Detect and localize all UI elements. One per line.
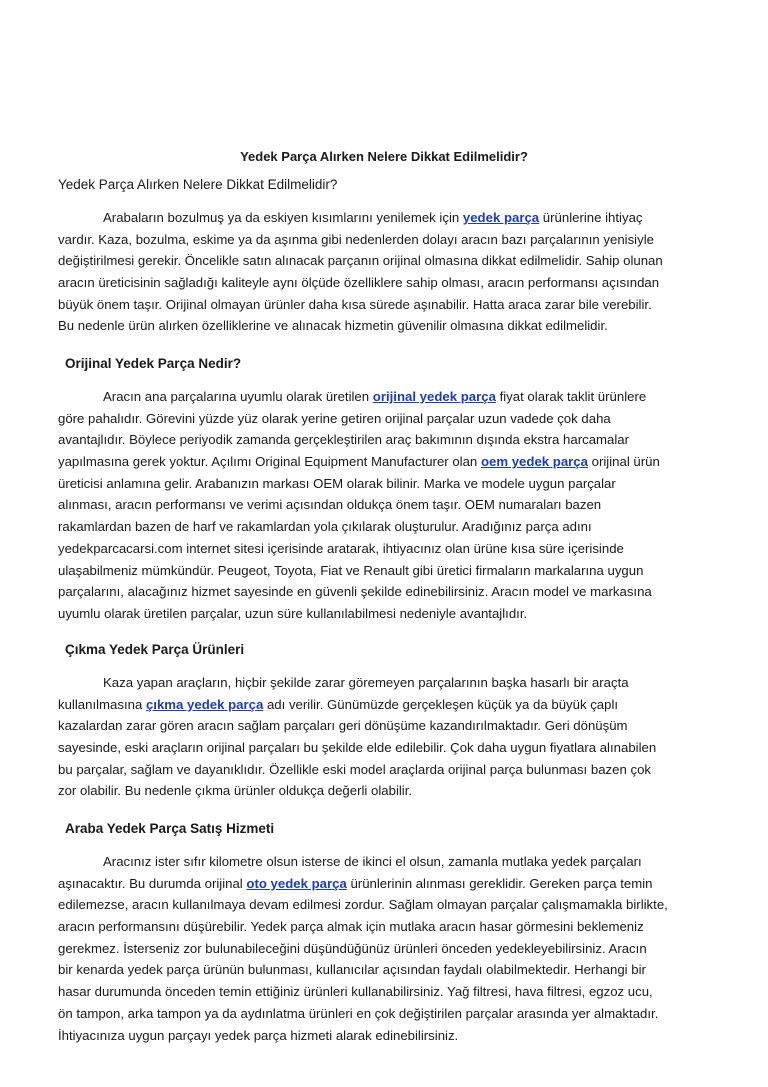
- text-line: değiştirilmesi gerekir. Öncelikle satın alınacak parçanın orijinal olmasına dikkat edilmelidir. Sahip olunan: [58, 253, 663, 269]
- link-yedek-parca[interactable]: yedek parça: [462, 210, 540, 225]
- text-line: Aracın ana parçalarına uyumlu olarak üretilen orijinal yedek parça fiyat olarak taklit ürünlere: [103, 389, 647, 404]
- text-line: üreticisi anlamına gelir. Arabanızın markası OEM olarak bilinir. Marka ve modele uygun parçalar: [58, 475, 616, 491]
- text-line: İhtiyacınıza uygun parçayı yedek parça hizmeti alarak edinebilirsiniz.: [58, 1027, 459, 1043]
- section-heading-cikma: Çıkma Yedek Parça Ürünleri: [65, 642, 245, 657]
- text-line: vardır. Kaza, bozulma, eskime ya da aşınma gibi nedenlerden dolayı aracın bazı parçalarının yenisiyle: [58, 231, 654, 247]
- text-line: aşınacaktır. Bu durumda orijinal oto yedek parça ürünlerinin alınması gereklidir. Gereken parça temin: [58, 875, 653, 891]
- paragraph-orijinal: [58, 386, 718, 625]
- text-line: edilemezse, aracın kullanılmaya devam edilmesi zordur. Sağlam olmayan parçalar çalışmamakla birlikte,: [58, 897, 668, 913]
- paragraph-satis: [58, 851, 718, 1046]
- text-line: gerekmez. İsterseniz zor bulunabileceğini düşündüğünüz ürünleri önceden yedekleyebilirsiniz. Aracın: [58, 940, 647, 956]
- paragraph-cikma: [58, 672, 718, 802]
- text-line: yapılmasına gerek yoktur. Açılımı Original Equipment Manufacturer olan oem yedek parça orijinal ürün: [58, 454, 660, 470]
- paragraph-intro: [58, 207, 718, 337]
- text-line: uyumlu olarak üretilen parçalar, uzun süre kullanılabilmesi nedeniyle avantajlıdır.: [58, 605, 528, 621]
- text-line: bu parçalar, sağlam ve dayanıklıdır. Özellikle eski model araçlarda orijinal parça bulunması bazen çok: [58, 761, 652, 777]
- text-line: aracın performansını düşürebilir. Yedek parça almak için mutlaka aracın hasar görmesini beklemeniz: [58, 919, 644, 935]
- link-cikma-yedek-parca[interactable]: çıkma yedek parça: [145, 696, 264, 712]
- text-line: hasar durumunda önceden temin ettiğiniz ürünleri kullanabilirsiniz. Yağ filtresi, hava filtresi, egzoz ucu,: [58, 984, 653, 1000]
- page-title: Yedek Parça Alırken Nelere Dikkat Edilmelidir?: [240, 149, 528, 164]
- text-line: göre pahalıdır. Görevini yüzde yüz olarak yerine getiren orijinal parçalar uzun vadede çok daha: [58, 410, 611, 426]
- link-oem-yedek-parca[interactable]: oem yedek parça: [480, 454, 588, 470]
- section-heading-satis: Araba Yedek Parça Satış Hizmeti: [65, 821, 275, 836]
- text-line: yedekparcacarsi.com internet sitesi içerisinde aratarak, ihtiyacınız olan ürüne kısa süre içerisinde: [58, 540, 624, 556]
- text-line: zor olabilir. Bu nedenle çıkma ürünler oldukça değerli olabilir.: [58, 783, 413, 799]
- text-line: Kaza yapan araçların, hiçbir şekilde zarar göremeyen parçalarının başka hasarlı bir araçta: [103, 675, 629, 690]
- text-line: Arabaların bozulmuş ya da eskiyen kısımlarını yenilemek için yedek parça ürünlerine ihtiyaç: [103, 210, 643, 225]
- text-line: Bu nedenle ürün alırken özelliklerine ve alınacak hizmetin güvenilir olmasına dikkat edilmelidir.: [58, 318, 608, 334]
- text-line: kazalardan zarar gören aracın sağlam parçaları geri dönüşüme kazandırılmaktadır. Geri dönüşüm: [58, 718, 628, 734]
- text-line: aracın üreticisinin sağladığı kaliteyle aynı ölçüde özelliklere sahip olması, aracın performansı açısından: [58, 275, 660, 291]
- text-line: ön tampon, arka tampon ya da aydınlatma ürünleri en çok değiştirilen parçalar arasında yer almaktadır.: [58, 1005, 659, 1021]
- text-line: ulaşabilmeniz mümkündür. Peugeot, Toyota, Fiat ve Renault gibi üretici firmaların markalarına uygun: [58, 562, 644, 578]
- text-line: avantajlıdır. Böylece periyodik zamanda gerçekleştirilen araç bakımının dışında ekstra harcamalar: [58, 432, 630, 448]
- document-subtitle: Yedek Parça Alırken Nelere Dikkat Edilmelidir?: [58, 177, 338, 192]
- text-line: Aracınız ister sıfır kilometre olsun isterse de ikinci el olsun, zamanla mutlaka yedek parçaları: [103, 854, 642, 869]
- section-heading-orijinal: Orijinal Yedek Parça Nedir?: [65, 356, 242, 371]
- text-line: rakamlardan bazen de harf ve rakamlardan yola çıkılarak oluşturulur. Aradığınız parça adını: [58, 519, 592, 535]
- link-orijinal-yedek-parca[interactable]: orijinal yedek parça: [372, 389, 496, 404]
- text-line: kullanılmasına çıkma yedek parça adı verilir. Günümüzde gerçekleşen küçük ya da büyük çaplı: [58, 696, 619, 712]
- text-line: parçalarını, alacağınız hizmet sayesinde en güvenli şekilde edinebilirsiniz. Aracın model ve markasına: [58, 584, 652, 600]
- text-line: büyük önem taşır. Orijinal olmayan ürünler daha kısa sürede aşınabilir. Hatta araca zarar bile verebilir.: [58, 296, 652, 312]
- text-line: alınması, aracın performansı ve verimi açısından oldukça önem taşır. OEM numaraları bazen: [58, 497, 602, 513]
- text-line: bir kenarda yedek parça ürünün bulunması, kullanıcılar açısından faydalı olabilmektedir. Herhangi bir: [58, 962, 646, 978]
- link-oto-yedek-parca[interactable]: oto yedek parça: [246, 875, 347, 891]
- text-line: sayesinde, eski araçların orijinal parçaları bu şekilde elde edilebilir. Çok daha uygun fiyatlara alınabilen: [58, 740, 657, 756]
